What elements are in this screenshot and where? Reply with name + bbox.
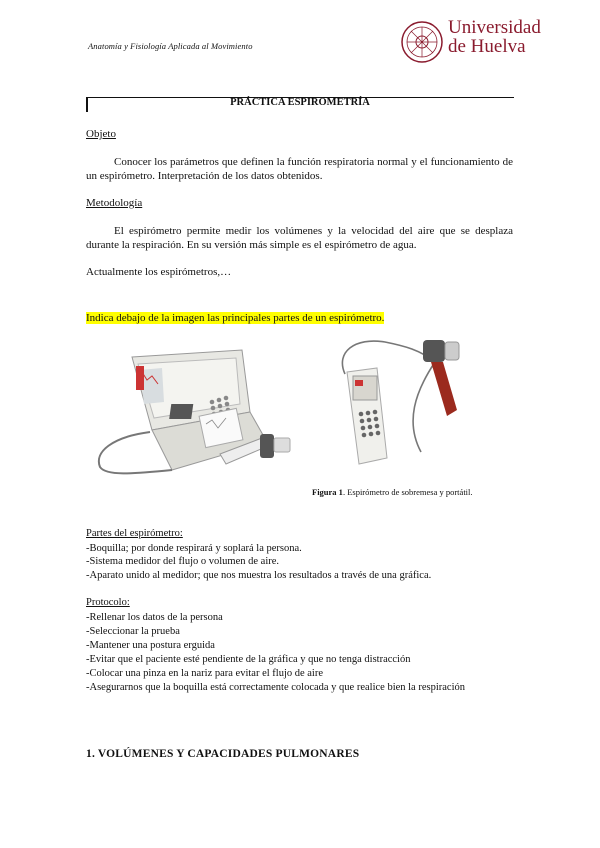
objeto-text: Conocer los parámetros que definen la función respiratoria normal y el funcionamiento de un espirómetro. Interpretación de los datos obtenidos. (86, 156, 513, 182)
university-logo (400, 18, 540, 78)
figure-caption-label: Figura 1 (312, 487, 343, 497)
university-seal-icon (400, 20, 444, 64)
list-item: -Asegurarnos que la boquilla está correctamente colocada y que realice bien la respiración (86, 682, 465, 693)
metodologia-text-2: Actualmente los espirómetros,… (86, 266, 232, 278)
metodologia-text: El espirómetro permite medir los volúmenes y la velocidad del aire que se desplaza durante la respiración. En su versión más simple es el espirómetro de agua. (86, 225, 513, 251)
list-item: -Boquilla; por donde respirará y soplará la persona. (86, 543, 302, 554)
list-item: -Evitar que el paciente esté pendiente de la gráfica y que no tenga distracción (86, 654, 411, 665)
metodologia-heading: Metodología (86, 197, 143, 209)
desktop-spirometer-image (92, 342, 304, 480)
list-item: -Rellenar los datos de la persona (86, 612, 223, 623)
objeto-heading: Objeto (86, 128, 116, 140)
section-1-heading: 1. VOLÚMENES Y CAPACIDADES PULMONARES (86, 748, 360, 760)
list-item: -Sistema medidor del flujo o volumen de aire. (86, 556, 280, 567)
partes-heading: Partes del espirómetro: (86, 528, 183, 539)
logo-line-2: de Huelva (448, 36, 526, 57)
list-item: -Aparato unido al medidor; que nos muestra los resultados a través de una gráfica. (86, 570, 432, 581)
instruction-highlight: Indica debajo de la imagen las principales partes de un espirómetro. (86, 312, 385, 324)
logo-line-1: Universidad (448, 17, 541, 38)
course-header: Anatomía y Fisiología Aplicada al Movimiento (88, 41, 253, 51)
portable-spirometer-image (325, 332, 475, 472)
figure-caption-text: . Espirómetro de sobremesa y portátil. (342, 487, 473, 497)
list-item: -Mantener una postura erguida (86, 640, 215, 651)
page-title: PRÁCTICA ESPIROMETRÍA (230, 97, 370, 108)
list-item: -Colocar una pinza en la nariz para evitar el flujo de aire (86, 668, 324, 679)
figure-caption (312, 487, 473, 497)
protocolo-heading: Protocolo: (86, 597, 130, 608)
list-item: -Seleccionar la prueba (86, 626, 180, 637)
